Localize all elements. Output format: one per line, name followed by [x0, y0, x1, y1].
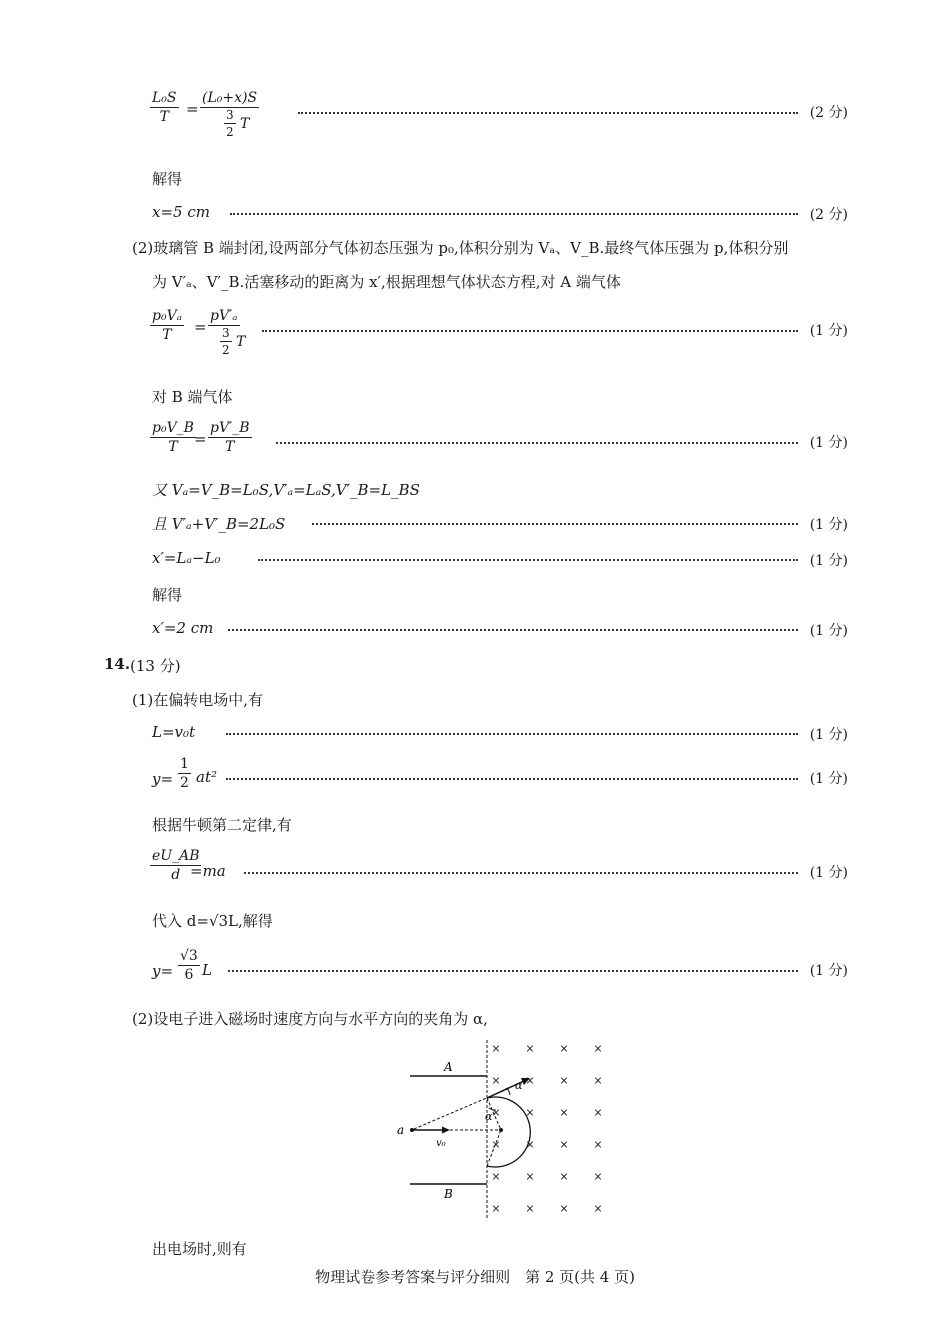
field-cross-mark: ×: [525, 1074, 535, 1087]
part2-intro-line1: (2)玻璃管 B 端封闭,设两部分气体初态压强为 p₀,体积分别为 Vₐ、V_B.最终气体压强为 p,体积分别: [132, 239, 789, 257]
score-label: (1 分): [809, 727, 848, 743]
field-cross-mark: ×: [593, 1170, 603, 1183]
question-points: (13 分): [130, 657, 181, 675]
dot-leader: [262, 330, 798, 332]
denominator: T: [225, 439, 235, 455]
denominator: 6: [184, 967, 194, 983]
denominator: 2: [226, 125, 234, 139]
denominator: [200, 108, 259, 145]
velocity-arrowhead: [442, 1127, 450, 1134]
field-cross-mark: ×: [593, 1106, 603, 1119]
numerator: 3: [226, 108, 234, 122]
magnetic-field-crosses: [491, 1042, 602, 1215]
after-figure-text: 出电场时,则有: [152, 1240, 247, 1258]
eq-displacement-result-row: [0, 948, 950, 994]
numerator: eU_AB: [152, 848, 200, 864]
eq-sum-row: [0, 508, 950, 538]
field-cross-mark: ×: [525, 1202, 535, 1215]
newton-label: 根据牛顿第二定律,有: [152, 816, 292, 834]
field-cross-mark: ×: [491, 1106, 501, 1119]
solve-label-row: [0, 164, 950, 194]
paragraph-line: [0, 1004, 950, 1034]
score-label: (1 分): [809, 517, 848, 533]
plate-a-label: A: [444, 1060, 453, 1074]
fraction-lhs: [150, 90, 179, 125]
denominator: 2: [180, 775, 189, 791]
text-row: [0, 906, 950, 936]
score-label: (2 分): [809, 105, 848, 121]
field-cross-mark: ×: [559, 1106, 569, 1119]
paragraph-line: [0, 266, 950, 296]
dot-leader: [258, 559, 798, 561]
dot-leader: [230, 213, 798, 215]
field-cross-mark: ×: [559, 1042, 569, 1055]
eq-length-row: [0, 718, 950, 748]
field-cross-mark: ×: [593, 1138, 603, 1151]
text-row: [0, 382, 950, 412]
part1-intro: (1)在偏转电场中,有: [132, 691, 264, 709]
field-cross-mark: ×: [525, 1042, 535, 1055]
part2-intro-line2: 为 V′ₐ、V′_B.活塞移动的距离为 x′,根据理想气体状态方程,对 A 端气体: [152, 273, 621, 291]
substitute-label: 代入 d=√3L,解得: [152, 912, 273, 930]
field-cross-mark: ×: [491, 1138, 501, 1151]
tail: L: [202, 961, 212, 979]
field-cross-mark: ×: [593, 1042, 603, 1055]
eq-xprime-row: [0, 544, 950, 574]
page-footer: 物理试卷参考答案与评分细则 第 2 页(共 4 页): [315, 1268, 635, 1286]
source-label: a: [397, 1123, 405, 1137]
numerator: p₀Vₐ: [152, 308, 182, 324]
velocity-label: v₀: [436, 1138, 446, 1149]
score-label: (1 分): [809, 435, 848, 451]
dot-leader: [228, 970, 798, 972]
question-heading: [0, 650, 950, 680]
result-text: x′=2 cm: [152, 619, 214, 637]
numerator: pV′ₐ: [210, 308, 238, 324]
score-label: (2 分): [809, 207, 848, 223]
eq-ideal-gas-row: [0, 88, 950, 152]
dot-leader: [226, 778, 798, 780]
dot-leader: [228, 629, 798, 631]
fraction-rhs: [200, 90, 259, 145]
numerator: p₀V_B: [152, 420, 194, 436]
lhs: y=: [152, 770, 174, 788]
circle-center: [499, 1128, 503, 1132]
numerator: √3: [180, 948, 198, 964]
variable-T: T: [236, 334, 246, 350]
numerator: 3: [222, 326, 230, 340]
fraction-rhs: [208, 420, 252, 455]
for-b-label: 对 B 端气体: [152, 388, 233, 406]
result-row: [0, 614, 950, 644]
fraction: [178, 948, 200, 983]
solve-label-row: [0, 580, 950, 610]
lhs: y=: [152, 962, 174, 980]
dot-leader: [226, 733, 798, 735]
field-cross-mark: ×: [593, 1074, 603, 1087]
eq-force-row: [0, 848, 950, 894]
eq-gas-b-row: [0, 418, 950, 466]
dot-leader: [276, 442, 798, 444]
field-cross-mark: ×: [525, 1138, 535, 1151]
field-cross-mark: ×: [559, 1170, 569, 1183]
equals-sign: =: [186, 100, 199, 118]
paragraph-line: [0, 232, 950, 262]
numerator: 1: [180, 756, 189, 772]
field-cross-mark: ×: [491, 1202, 501, 1215]
text-row: [0, 810, 950, 840]
field-cross-mark: ×: [593, 1202, 603, 1215]
denominator: 2: [222, 343, 230, 357]
plate-b-label: B: [444, 1187, 453, 1201]
solve-label: 解得: [152, 170, 183, 188]
score-label: (1 分): [809, 553, 848, 569]
eq-displacement-row: [0, 756, 950, 802]
numerator: L₀S: [152, 90, 177, 106]
nested-fraction: [224, 108, 236, 139]
tail: =ma: [190, 862, 226, 880]
score-label: (1 分): [809, 623, 848, 639]
score-label: (1 分): [809, 865, 848, 881]
length-equation: L=v₀t: [152, 723, 196, 741]
solve-label: 解得: [152, 586, 183, 604]
equals-sign: =: [194, 318, 207, 336]
field-cross-mark: ×: [559, 1202, 569, 1215]
eq-gas-a-row: [0, 306, 950, 370]
field-cross-mark: ×: [525, 1106, 535, 1119]
field-cross-mark: ×: [491, 1042, 501, 1055]
paragraph-line: [0, 684, 950, 714]
field-cross-mark: ×: [525, 1170, 535, 1183]
numerator: (L₀+x)S: [202, 90, 258, 106]
fraction: [178, 756, 191, 791]
dot-leader: [312, 523, 798, 525]
denominator: T: [162, 327, 172, 343]
fraction-rhs: [208, 308, 246, 363]
field-cross-mark: ×: [491, 1170, 501, 1183]
fraction-lhs: [150, 308, 184, 343]
fraction-lhs: [150, 420, 196, 455]
equals-sign: =: [194, 430, 207, 448]
score-label: (1 分): [809, 771, 848, 787]
part2-intro: (2)设电子进入磁场时速度方向与水平方向的夹角为 α,: [132, 1010, 488, 1028]
field-cross-mark: ×: [559, 1138, 569, 1151]
text-row: [0, 474, 950, 504]
question-number: 14.: [104, 655, 131, 673]
magnetic-field-figure: [392, 1038, 612, 1228]
result-row: [0, 198, 950, 228]
nested-fraction: [220, 326, 232, 357]
numerator: pV′_B: [210, 420, 250, 436]
angle-label-center: α: [485, 1110, 493, 1123]
tail: at²: [196, 768, 217, 786]
denominator: T: [159, 109, 169, 125]
result-text: x=5 cm: [152, 203, 210, 221]
angle-label-top: α: [515, 1079, 523, 1092]
dot-leader: [244, 872, 798, 874]
also-equations: 又 Vₐ=V_B=L₀S,V′ₐ=LₐS,V′_B=L_BS: [152, 481, 420, 499]
xprime-equation: x′=Lₐ−L₀: [152, 549, 221, 567]
denominator: d: [171, 867, 181, 883]
score-label: (1 分): [809, 963, 848, 979]
field-cross-mark: ×: [491, 1074, 501, 1087]
field-cross-mark: ×: [559, 1074, 569, 1087]
sum-equation: 且 V′ₐ+V′_B=2L₀S: [152, 515, 286, 533]
score-label: (1 分): [809, 323, 848, 339]
denominator: T: [168, 439, 178, 455]
text-row: [0, 1234, 950, 1264]
denominator: [208, 326, 246, 363]
variable-T: T: [240, 116, 250, 132]
dot-leader: [298, 112, 798, 114]
